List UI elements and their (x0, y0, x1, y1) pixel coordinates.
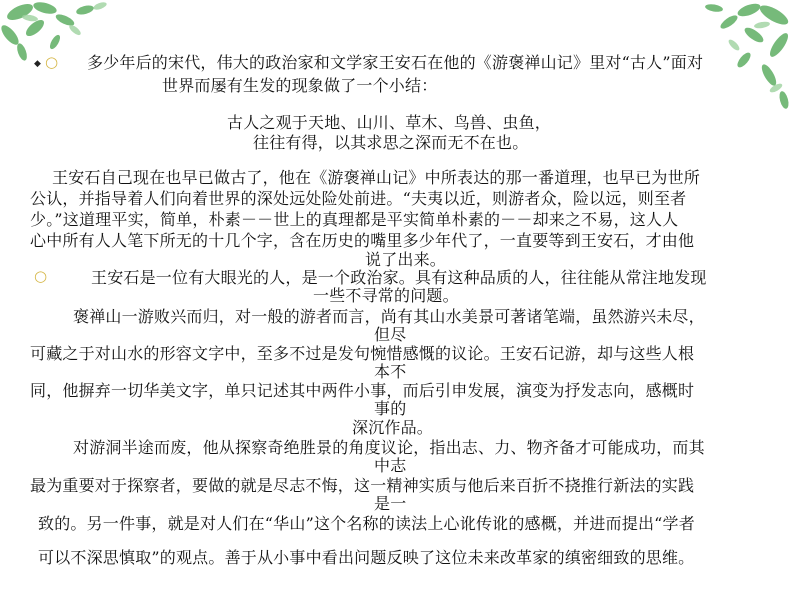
para2-line-4: 心中所有人人笔下所无的十几个字，含在历史的嘴里多少年代了，一直要等到王安石，才由他 (30, 231, 695, 250)
para3-line-15: 可以不深思慎取”的观点。善于从小事中看出问题反映了这位未来改革家的缜密细致的思维。 (38, 548, 695, 567)
para1-line-1: 多少年后的宋代，伟大的政治家和文学家王安石在他的《游褒禅山记》里对“古人”面对 (87, 53, 704, 72)
para3-line-2: 一些不寻常的问题。 (313, 286, 459, 305)
ring-bullet-icon: ○ (34, 267, 48, 285)
para3-line-13: 是一 (374, 494, 407, 513)
para3-line-12: 最为重要对于探察者，要做的就是尽志不悔，这一精神实质与他后来百折不挠推行新法的实践 (30, 476, 695, 495)
para2-line-1: 王安石自己现在也早已做古了，他在《游褒禅山记》中所表达的那一番道理，也早已为世所 (52, 168, 701, 187)
diamond-bullet-icon: ◆ (34, 59, 41, 69)
para2-line-2: 公认，并指导着人们向着世界的深处远处险处前进。“夫夷以近，则游者众，险以远，则至者 (30, 189, 687, 208)
para3-line-8: 事的 (374, 399, 407, 418)
para2-line-3: 少。”这道理平实，简单，朴素－－世上的真理都是平实简单朴素的－－却来之不易，这人人 (30, 210, 679, 229)
para3-line-10: 对游洞半途而废，他从探察奇绝胜景的角度议论，指出志、力、物齐备才可能成功，而其 (73, 438, 705, 457)
para3-line-5: 可藏之于对山水的形容文字中，至多不过是发句惋惜感慨的议论。王安石记游，却与这些人根 (30, 344, 695, 363)
para1-line-2: 世界而屡有生发的现象做了一个小结： (162, 76, 438, 95)
para3-line-1: 王安石是一位有大眼光的人，是一个政治家。具有这种品质的人，往往能从常注地发现 (91, 268, 707, 287)
para3-line-11: 中志 (374, 456, 407, 475)
quote-line-2: 往往有得，以其求思之深而无不在也。 (253, 133, 529, 152)
quote-line-1: 古人之观于天地、山川、草木、鸟兽、虫鱼， (227, 113, 552, 132)
para2-line-5: 说了出来。 (365, 250, 447, 269)
para3-line-4: 但尽 (374, 325, 407, 344)
para3-line-9: 深沉作品。 (352, 418, 434, 437)
para3-line-14: 致的。另一件事，就是对人们在“华山”这个名称的读法上心讹传讹的感概，并进而提出“学者 (38, 514, 695, 533)
para3-line-3: 褒禅山一游败兴而归，对一般的游者而言，尚有其山水美景可著诸笔端，虽然游兴未尽， (73, 307, 705, 326)
para3-line-7: 同，他摒弃一切华美文字，单只记述其中两件小事，而后引申发展，演变为抒发志向，感概时 (30, 381, 695, 400)
para3-line-6: 本不 (374, 362, 407, 381)
ring-bullet-icon: ○ (45, 53, 59, 71)
